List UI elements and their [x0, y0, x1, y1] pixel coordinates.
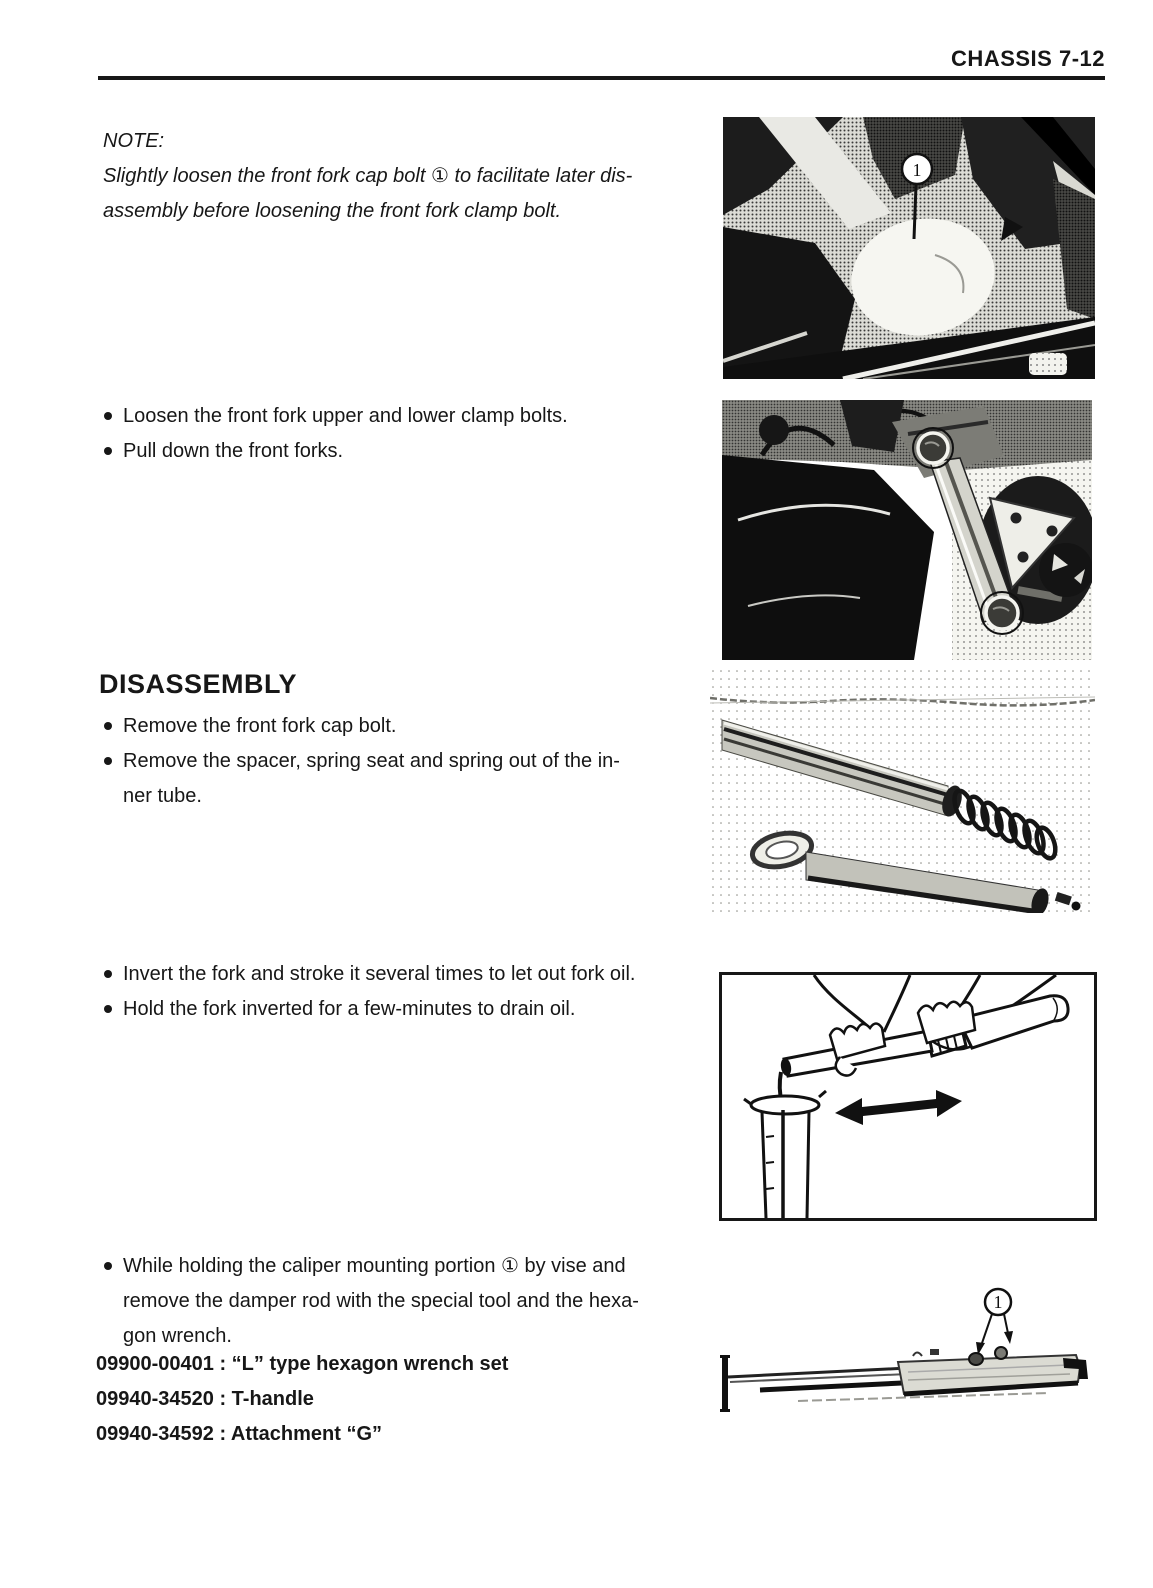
disassembly-bullet-list [100, 709, 730, 814]
list-item-text: Remove the spacer, spring seat and spring out of the in- [123, 750, 620, 772]
list-item-text: Remove the front fork cap bolt. [123, 715, 397, 737]
list-item-text: While holding the caliper mounting portion ① by vise and [123, 1255, 626, 1277]
halftone-photo-graphic [710, 668, 1095, 913]
special-tool-list [96, 1347, 508, 1452]
note-line: assembly before loosening the front fork clamp bolt. [103, 200, 562, 222]
header-rule [98, 76, 1105, 80]
drain-bullet-list [100, 957, 730, 1027]
figure-drain-oil-drawing [719, 972, 1097, 1221]
tool-list-item: 09900-00401 : “L” type hexagon wrench set [96, 1353, 509, 1375]
page-header-title: CHASSIS 7-12 [951, 46, 1105, 71]
figure-fork-cap-bolt-photo [723, 117, 1095, 379]
tool-list-item: 09940-34592 : Attachment “G” [96, 1423, 383, 1445]
list-item [100, 709, 730, 744]
caliper-mount-boss-graphic [995, 1347, 1007, 1359]
list-item-text: Loosen the front fork upper and lower clamp bolts. [123, 405, 568, 427]
figure-fork-clamp-photo [722, 400, 1092, 660]
list-item [100, 744, 730, 814]
list-item-text: Invert the fork and stroke it several times to let out fork oil. [123, 963, 636, 985]
list-item [100, 992, 730, 1027]
list-item-text: Hold the fork inverted for a few-minutes to drain oil. [123, 998, 576, 1020]
note-block [103, 124, 728, 229]
halftone-photo-graphic [723, 117, 1095, 379]
lower-clamp-bolt-highlight-circle [986, 597, 1018, 629]
list-item [100, 1249, 730, 1354]
callout-1-number: 1 [912, 160, 922, 180]
list-item-text: remove the damper rod with the special tool and the hexa- [123, 1290, 639, 1312]
note-line: Slightly loosen the front fork cap bolt ① to facilitate later dis- [103, 165, 633, 187]
note-label: NOTE: [103, 130, 165, 152]
caliper-mount-boss-graphic [969, 1353, 983, 1365]
figure-damper-tool-drawing [708, 1282, 1088, 1417]
upper-clamp-bolt-highlight-circle [918, 433, 948, 463]
list-item [100, 434, 730, 469]
list-item [100, 957, 730, 992]
list-item-text: ner tube. [123, 785, 202, 807]
list-item [100, 399, 730, 434]
callout-leader-line [914, 185, 916, 239]
callout-1-number: 1 [993, 1292, 1003, 1312]
figure-fork-parts-photo [710, 668, 1095, 913]
stroke-direction-arrow [835, 1090, 962, 1125]
clamp-bullet-list [100, 399, 730, 469]
section-heading-disassembly: DISASSEMBLY [99, 669, 298, 699]
list-item-text: gon wrench. [123, 1325, 232, 1347]
line-art-graphic [708, 1282, 1088, 1417]
halftone-photo-graphic [722, 400, 1092, 660]
line-art-graphic [722, 975, 1094, 1218]
t-handle-graphic [722, 1357, 728, 1410]
list-item-text: Pull down the front forks. [123, 440, 344, 462]
tool-list-item: 09940-34520 : T-handle [96, 1388, 314, 1410]
damper-bullet-list [100, 1249, 730, 1354]
